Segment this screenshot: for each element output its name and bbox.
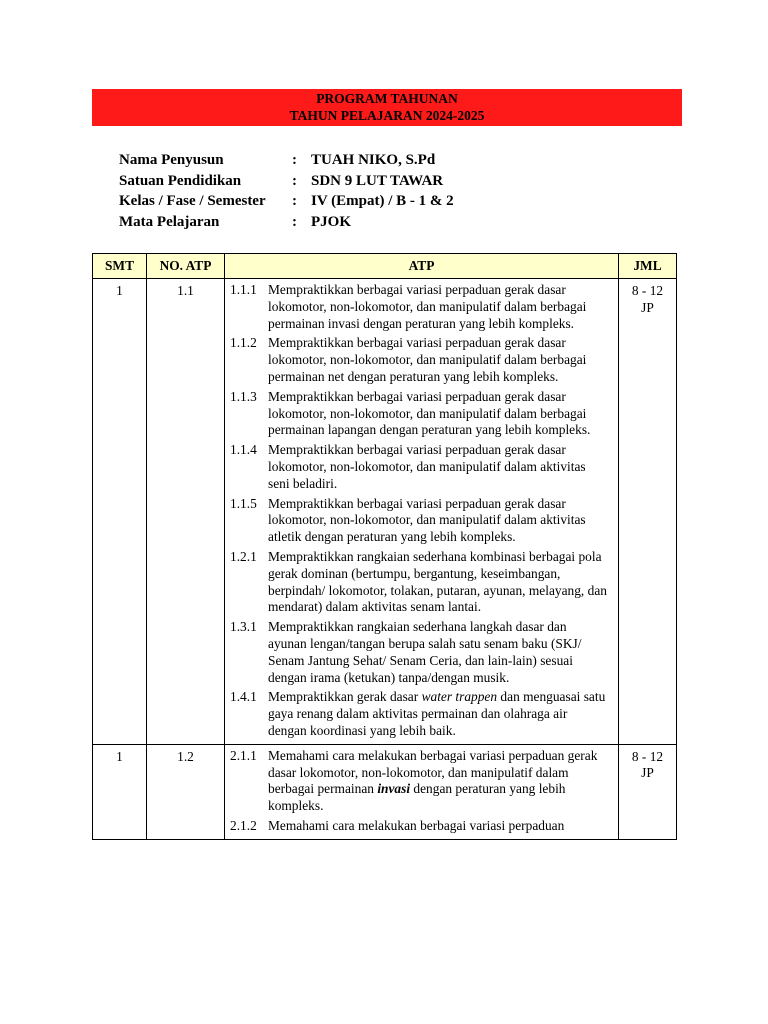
atp-item	[230, 619, 608, 686]
atp-item	[230, 389, 608, 439]
info-colon: :	[292, 213, 297, 230]
cell-smt: 1	[93, 744, 147, 839]
info-colon: :	[292, 172, 297, 189]
table-row	[93, 744, 677, 839]
info-label: Mata Pelajaran	[119, 213, 220, 230]
header-atp: ATP	[225, 254, 619, 279]
info-label: Kelas / Fase / Semester	[119, 193, 266, 209]
cell-jml	[619, 279, 677, 745]
atp-text	[268, 689, 608, 739]
jml-value: 8 - 12	[631, 283, 664, 298]
atp-text: Mempraktikkan rangkaian sederhana kombinasi berbagai pola gerak dominan (bertumpu, bergantung, keseimbangan, berpindah/ lokomotor, tolakan, putaran, ayunan, melayang, dan mendarat) dalam aktivitas senam lantai.	[268, 548, 607, 615]
atp-text: Mempraktikkan berbagai variasi perpaduan gerak dasar lokomotor, non-lokomotor, dan manipulatif dalam berbagai permainan net dengan peraturan yang lebih kompleks.	[268, 335, 587, 384]
atp-text: Mempraktikkan berbagai variasi perpaduan gerak dasar lokomotor, non-lokomotor, dan manipulatif dalam berbagai permainan lapangan dengan peraturan yang lebih kompleks.	[268, 388, 591, 438]
header-smt: SMT	[93, 254, 147, 279]
jml-unit: JP	[641, 299, 654, 315]
header-jml: JML	[619, 254, 677, 279]
cell-atp	[225, 744, 619, 839]
atp-text-part: Mempraktikkan gerak dasar	[268, 689, 422, 705]
page-subtitle: TAHUN PELAJARAN 2024-2025	[289, 108, 485, 123]
cell-jml	[619, 744, 677, 839]
atp-item	[230, 442, 608, 492]
atp-text-emphasis: water trappen	[421, 689, 498, 705]
atp-text: Mempraktikkan berbagai variasi perpaduan gerak dasar lokomotor, non-lokomotor, dan manipulatif dalam aktivitas seni beladiri.	[268, 442, 586, 491]
atp-text: Mempraktikkan berbagai variasi perpaduan gerak dasar lokomotor, non-lokomotor, dan manipulatif dalam berbagai permainan invasi dengan peraturan yang lebih kompleks.	[268, 282, 587, 331]
atp-number: 1.1.2	[230, 335, 257, 351]
title-banner	[92, 89, 682, 126]
atp-item	[230, 549, 608, 616]
atp-text: Memahami cara melakukan berbagai variasi perpaduan	[268, 817, 565, 833]
info-value: PJOK	[311, 213, 351, 230]
atp-item	[230, 335, 608, 385]
cell-no-atp: 1.2	[147, 744, 225, 839]
atp-number: 2.1.2	[230, 817, 257, 833]
jml-value: 8 - 12	[631, 748, 664, 764]
atp-text	[268, 748, 608, 815]
info-value: IV (Empat) / B - 1 & 2	[311, 193, 454, 209]
atp-item	[230, 748, 608, 815]
cell-no-atp: 1.1	[147, 279, 225, 745]
info-value: SDN 9 LUT TAWAR	[311, 172, 444, 189]
atp-number: 1.4.1	[230, 689, 257, 705]
atp-item	[230, 818, 608, 835]
atp-number: 1.1.1	[230, 282, 257, 297]
atp-text-part: dan menguasai satu gaya renang dalam aktivitas permainan dan olahraga air dengan koordinasi yang lebih baik.	[268, 689, 606, 738]
atp-table	[92, 253, 677, 840]
atp-number: 1.1.3	[230, 388, 257, 404]
info-label: Nama Penyusun	[119, 152, 224, 168]
info-colon: :	[292, 193, 297, 209]
atp-item	[230, 689, 608, 739]
atp-number: 1.3.1	[230, 619, 257, 635]
atp-text-part: Memahami cara melakukan berbagai variasi perpaduan gerak dasar lokomotor, non-lokomotor, dan manipulatif dalam berbagai permainan	[268, 747, 598, 797]
cell-atp	[225, 279, 619, 745]
atp-text-part: dengan peraturan yang lebih kompleks.	[268, 781, 566, 814]
atp-number: 1.1.4	[230, 442, 257, 458]
atp-number: 1.1.5	[230, 495, 257, 511]
table-header-row	[93, 254, 677, 279]
atp-item	[230, 496, 608, 546]
atp-text: Mempraktikkan rangkaian sederhana langkah dasar dan ayunan lengan/tangan berupa salah satu senam baku (SKJ/ Senam Jantung Sehat/ Senam Ceria, dan lain-lain) sesuai dengan irama (ketukan) tanpa/dengan musik.	[268, 619, 582, 685]
info-label: Satuan Pendidikan	[119, 172, 242, 189]
atp-number: 1.2.1	[230, 548, 257, 564]
header-no-atp: NO. ATP	[147, 254, 225, 279]
atp-text: Mempraktikkan berbagai variasi perpaduan gerak dasar lokomotor, non-lokomotor, dan manipulatif dalam aktivitas atletik dengan peraturan yang lebih kompleks.	[268, 495, 586, 545]
atp-number: 2.1.1	[230, 747, 257, 763]
cell-smt: 1	[93, 279, 147, 745]
atp-text-emphasis: invasi	[377, 781, 411, 797]
atp-item	[230, 282, 608, 332]
jml-unit: JP	[641, 765, 654, 781]
info-value: TUAH NIKO, S.Pd	[311, 152, 436, 168]
page-title: PROGRAM TAHUNAN	[316, 91, 458, 106]
table-row	[93, 279, 677, 745]
info-colon: :	[292, 152, 297, 168]
